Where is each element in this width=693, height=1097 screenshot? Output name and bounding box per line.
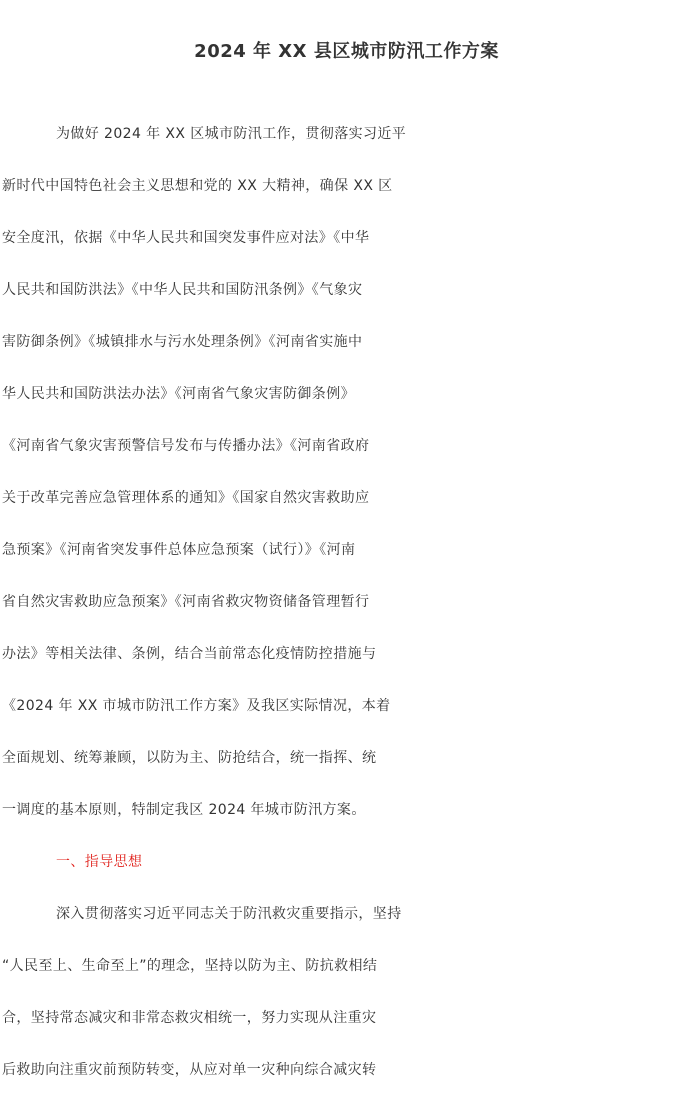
document-title: 2024 年 XX 县区城市防汛工作方案 <box>194 41 499 62</box>
body-line-19: 后救助向注重灾前预防转变，从应对单一灾种向综合减灾转 <box>2 1062 377 1078</box>
body-line-2: 新时代中国特色社会主义思想和党的 XX 大精神，确保 XX 区 <box>2 178 393 194</box>
body-line-4: 人民共和国防洪法》《中华人民共和国防汛条例》《气象灾 <box>2 282 363 298</box>
body-line-1: 为做好 2024 年 XX 区城市防汛工作，贯彻落实习近平 <box>56 126 407 142</box>
body-line-5: 害防御条例》《城镇排水与污水处理条例》《河南省实施中 <box>2 334 363 350</box>
body-line-14: 一调度的基本原则，特制定我区 2024 年城市防汛方案。 <box>2 802 366 818</box>
body-line-11: 办法》等相关法律、条例，结合当前常态化疫情防控措施与 <box>2 646 377 662</box>
document-body <box>0 108 693 1096</box>
body-line-12: 《2024 年 XX 市城市防汛工作方案》及我区实际情况，本着 <box>2 698 391 714</box>
body-line-7: 《河南省气象灾害预警信号发布与传播办法》《河南省政府 <box>2 438 370 454</box>
body-line-18: 合，坚持常态减灾和非常态救灾相统一，努力实现从注重灾 <box>2 1010 377 1026</box>
body-line-3: 安全度汛，依据《中华人民共和国突发事件应对法》《中华 <box>2 230 370 246</box>
body-line-13: 全面规划、统筹兼顾，以防为主、防抢结合，统一指挥、统 <box>2 750 377 766</box>
section-heading: 一、指导思想 <box>56 854 143 870</box>
body-line-9: 急预案》《河南省突发事件总体应急预案（试行）》《河南 <box>2 542 356 558</box>
body-line-6: 华人民共和国防洪法办法》《河南省气象灾害防御条例》 <box>2 386 355 402</box>
body-line-17: “人民至上、生命至上”的理念，坚持以防为主、防抗救相结 <box>2 958 378 974</box>
body-line-8: 关于改革完善应急管理体系的通知》《国家自然灾害救助应 <box>2 490 370 506</box>
body-line-10: 省自然灾害救助应急预案》《河南省救灾物资储备管理暂行 <box>2 594 370 610</box>
body-line-16: 深入贯彻落实习近平同志关于防汛救灾重要指示，坚持 <box>56 906 402 922</box>
